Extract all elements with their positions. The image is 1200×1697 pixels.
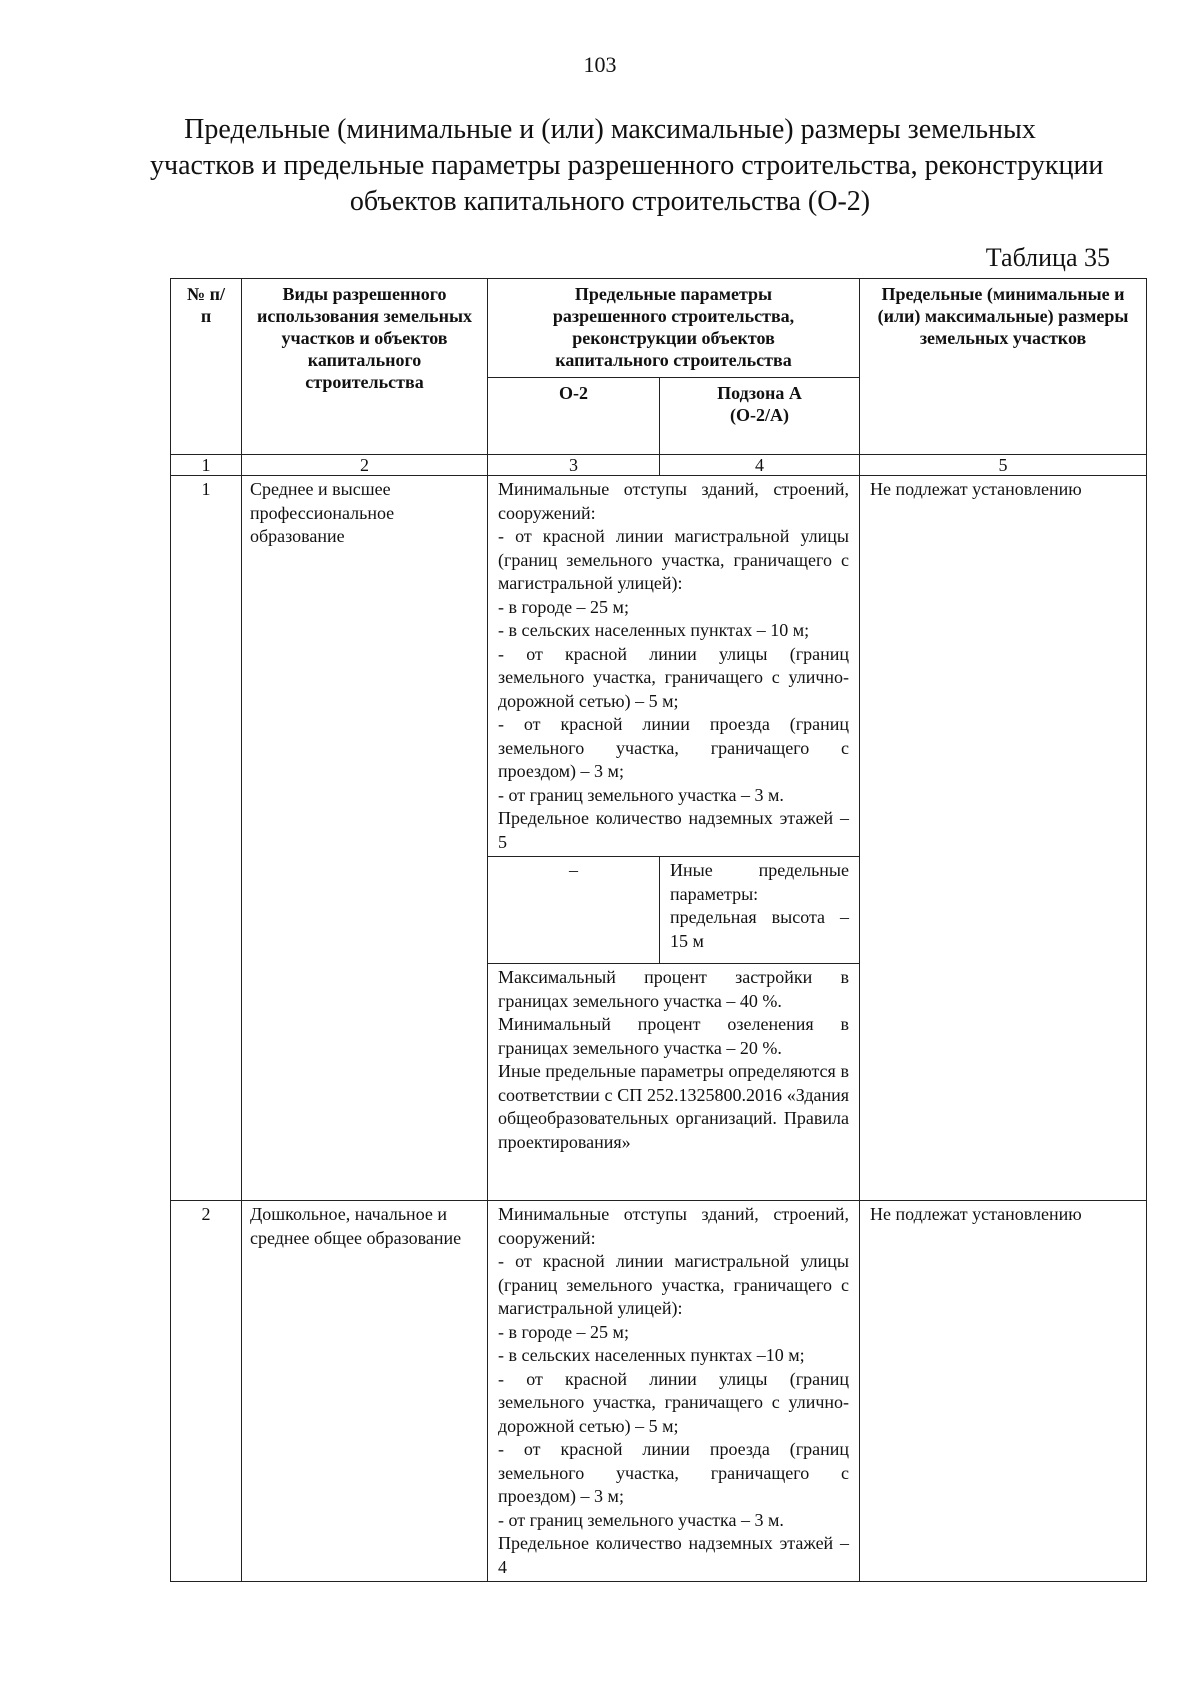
header-sizes: Предельные (минимальные и (или) максимальные) размеры земельных участков (860, 279, 1147, 455)
title-line-3: объектов капитального строительства (О-2) (349, 186, 871, 217)
header-sub-zone: Подзона А (О-2/А) (660, 378, 860, 455)
header-uses: Виды разрешенного использования земельных участков и объектов капитального строительства (242, 279, 488, 455)
table-label: Таблица 35 (985, 243, 1110, 272)
header-params: Предельные параметры разрешенного строительства, реконструкции объектов капитального строительства (488, 279, 860, 378)
document-title (150, 112, 1104, 220)
header-num: № п/п (171, 279, 242, 455)
row-1-use: Среднее и высшее профессиональное образование (242, 476, 488, 1201)
col-num-4: 4 (660, 455, 860, 476)
table-row (171, 476, 1147, 857)
col-num-2: 2 (242, 455, 488, 476)
page-number: 103 (583, 52, 617, 77)
col-num-3: 3 (488, 455, 660, 476)
col-num-5: 5 (860, 455, 1147, 476)
row-1-zone-cell: Иные предельные параметры: предельная высота – 15 м (660, 857, 860, 964)
col-num-1: 1 (171, 455, 242, 476)
row-2-num: 2 (171, 1201, 242, 1582)
row-1-setbacks: Минимальные отступы зданий, строений, сооружений: - от красной линии магистральной улицы (границ земельного участка, граничащего с магистральной улицей): - в городе – 25 м; - в сельских населенных пунктах – 10 м; - от красной линии улицы (границ земельного участка, граничащего с улично-дорожной сетью) – 5 м; - от красной линии проезда (границ земельного участка, граничащего с проездом) – 3 м; - от границ земельного участка – 3 м. Предельное количество надземных этажей – 5 (488, 476, 860, 857)
row-1-o2-cell: – (488, 857, 660, 964)
row-1-num: 1 (171, 476, 242, 1201)
row-2-setbacks: Минимальные отступы зданий, строений, сооружений: - от красной линии магистральной улицы (границ земельного участка, граничащего с магистральной улицей): - в городе – 25 м; - в сельских населенных пунктах –10 м; - от красной линии улицы (границ земельного участка, граничащего с улично-дорожной сетью) – 5 м; - от красной линии проезда (границ земельного участка, граничащего с проездом) – 3 м; - от границ земельного участка – 3 м. Предельное количество надземных этажей – 4 (488, 1201, 860, 1582)
row-2-sizes: Не подлежат установлению (860, 1201, 1147, 1582)
table-row (171, 1201, 1147, 1582)
title-line-1: Предельные (минимальные и (или) максимальные) размеры земельных (184, 114, 1036, 145)
row-1-sizes: Не подлежат установлению (860, 476, 1147, 1201)
row-2-use: Дошкольное, начальное и среднее общее образование (242, 1201, 488, 1582)
header-row (171, 279, 1147, 378)
column-number-row (171, 455, 1147, 476)
row-1-other: Максимальный процент застройки в границах земельного участка – 40 %. Минимальный процент озеленения в границах земельного участка – 20 %. Иные предельные параметры определяются в соответствии с СП 252.1325800.2016 «Здания общеобразовательных организаций. Правила проектирования» (488, 964, 860, 1201)
title-line-2: участков и предельные параметры разрешенного строительства, реконструкции (150, 150, 1104, 181)
limits-table (170, 278, 1147, 1582)
header-sub-o2: О-2 (488, 378, 660, 455)
